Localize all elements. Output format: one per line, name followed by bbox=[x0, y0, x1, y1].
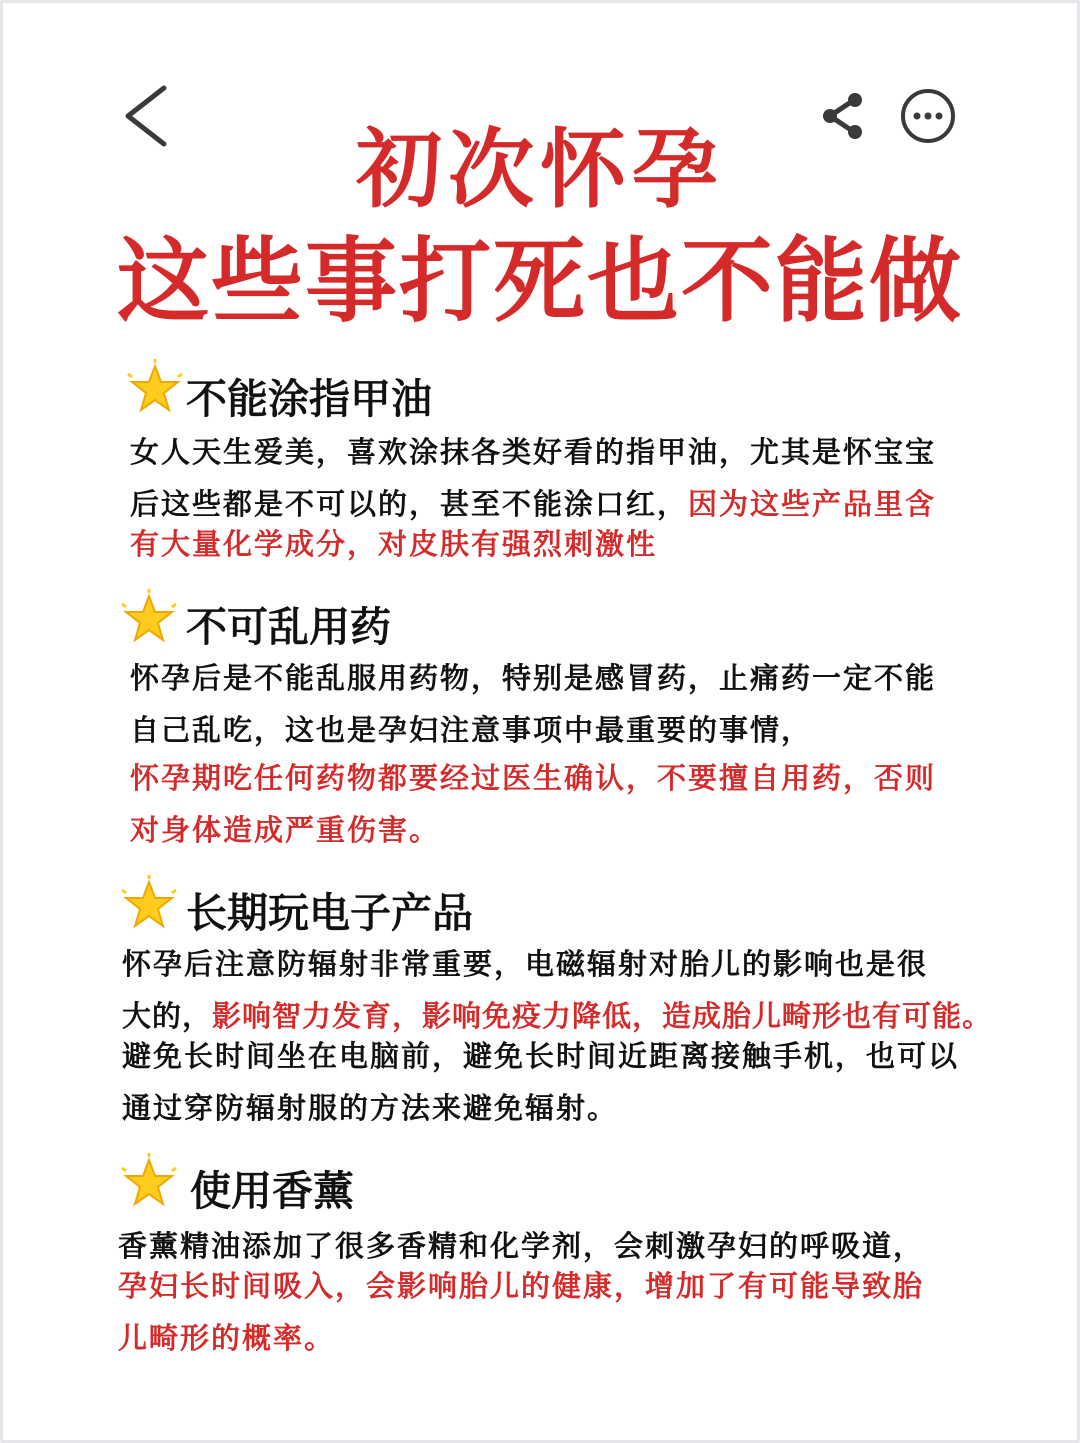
section-line: 后这些都是不可以的，甚至不能涂口红，因为这些产品里含 bbox=[130, 487, 937, 521]
section-heading: 不能涂指甲油 bbox=[186, 375, 432, 423]
page-title-line-2: 这些事打死也不能做 bbox=[116, 228, 963, 335]
section-heading: 长期玩电子产品 bbox=[186, 889, 473, 937]
star-icon bbox=[118, 588, 180, 650]
section-line: 通过穿防辐射服的方法来避免辐射。 bbox=[122, 1091, 619, 1125]
section-line: 对身体造成严重伤害。 bbox=[130, 813, 441, 847]
section-line: 香薰精油添加了很多香精和化学剂，会刺激孕妇的呼吸道， bbox=[118, 1229, 925, 1263]
section-line: 孕妇长时间吸入，会影响胎儿的健康，增加了有可能导致胎 bbox=[118, 1269, 925, 1303]
star-icon bbox=[124, 358, 186, 420]
star-icon bbox=[118, 1152, 180, 1214]
star-icon bbox=[118, 874, 180, 936]
section-heading: 不可乱用药 bbox=[186, 603, 391, 651]
section-line: 怀孕期吃任何药物都要经过医生确认，不要擅自用药，否则 bbox=[130, 761, 937, 795]
section-line: 怀孕后是不能乱服用药物，特别是感冒药，止痛药一定不能 bbox=[130, 661, 937, 695]
section-line: 有大量化学成分，对皮肤有强烈刺激性 bbox=[130, 527, 658, 561]
section-line: 儿畸形的概率。 bbox=[118, 1321, 336, 1355]
section-line: 大的，影响智力发育，影响免疫力降低，造成胎儿畸形也有可能。 bbox=[122, 999, 993, 1033]
section-heading: 使用香薰 bbox=[190, 1167, 354, 1215]
page-title-line-1: 初次怀孕 bbox=[356, 120, 724, 220]
section-line: 自己乱吃，这也是孕妇注意事项中最重要的事情， bbox=[130, 713, 813, 747]
section-line: 女人天生爱美，喜欢涂抹各类好看的指甲油，尤其是怀宝宝 bbox=[130, 435, 937, 469]
section-line: 避免长时间坐在电脑前，避免长时间近距离接触手机，也可以 bbox=[122, 1039, 960, 1073]
section-line: 怀孕后注意防辐射非常重要，电磁辐射对胎儿的影响也是很 bbox=[122, 947, 929, 981]
